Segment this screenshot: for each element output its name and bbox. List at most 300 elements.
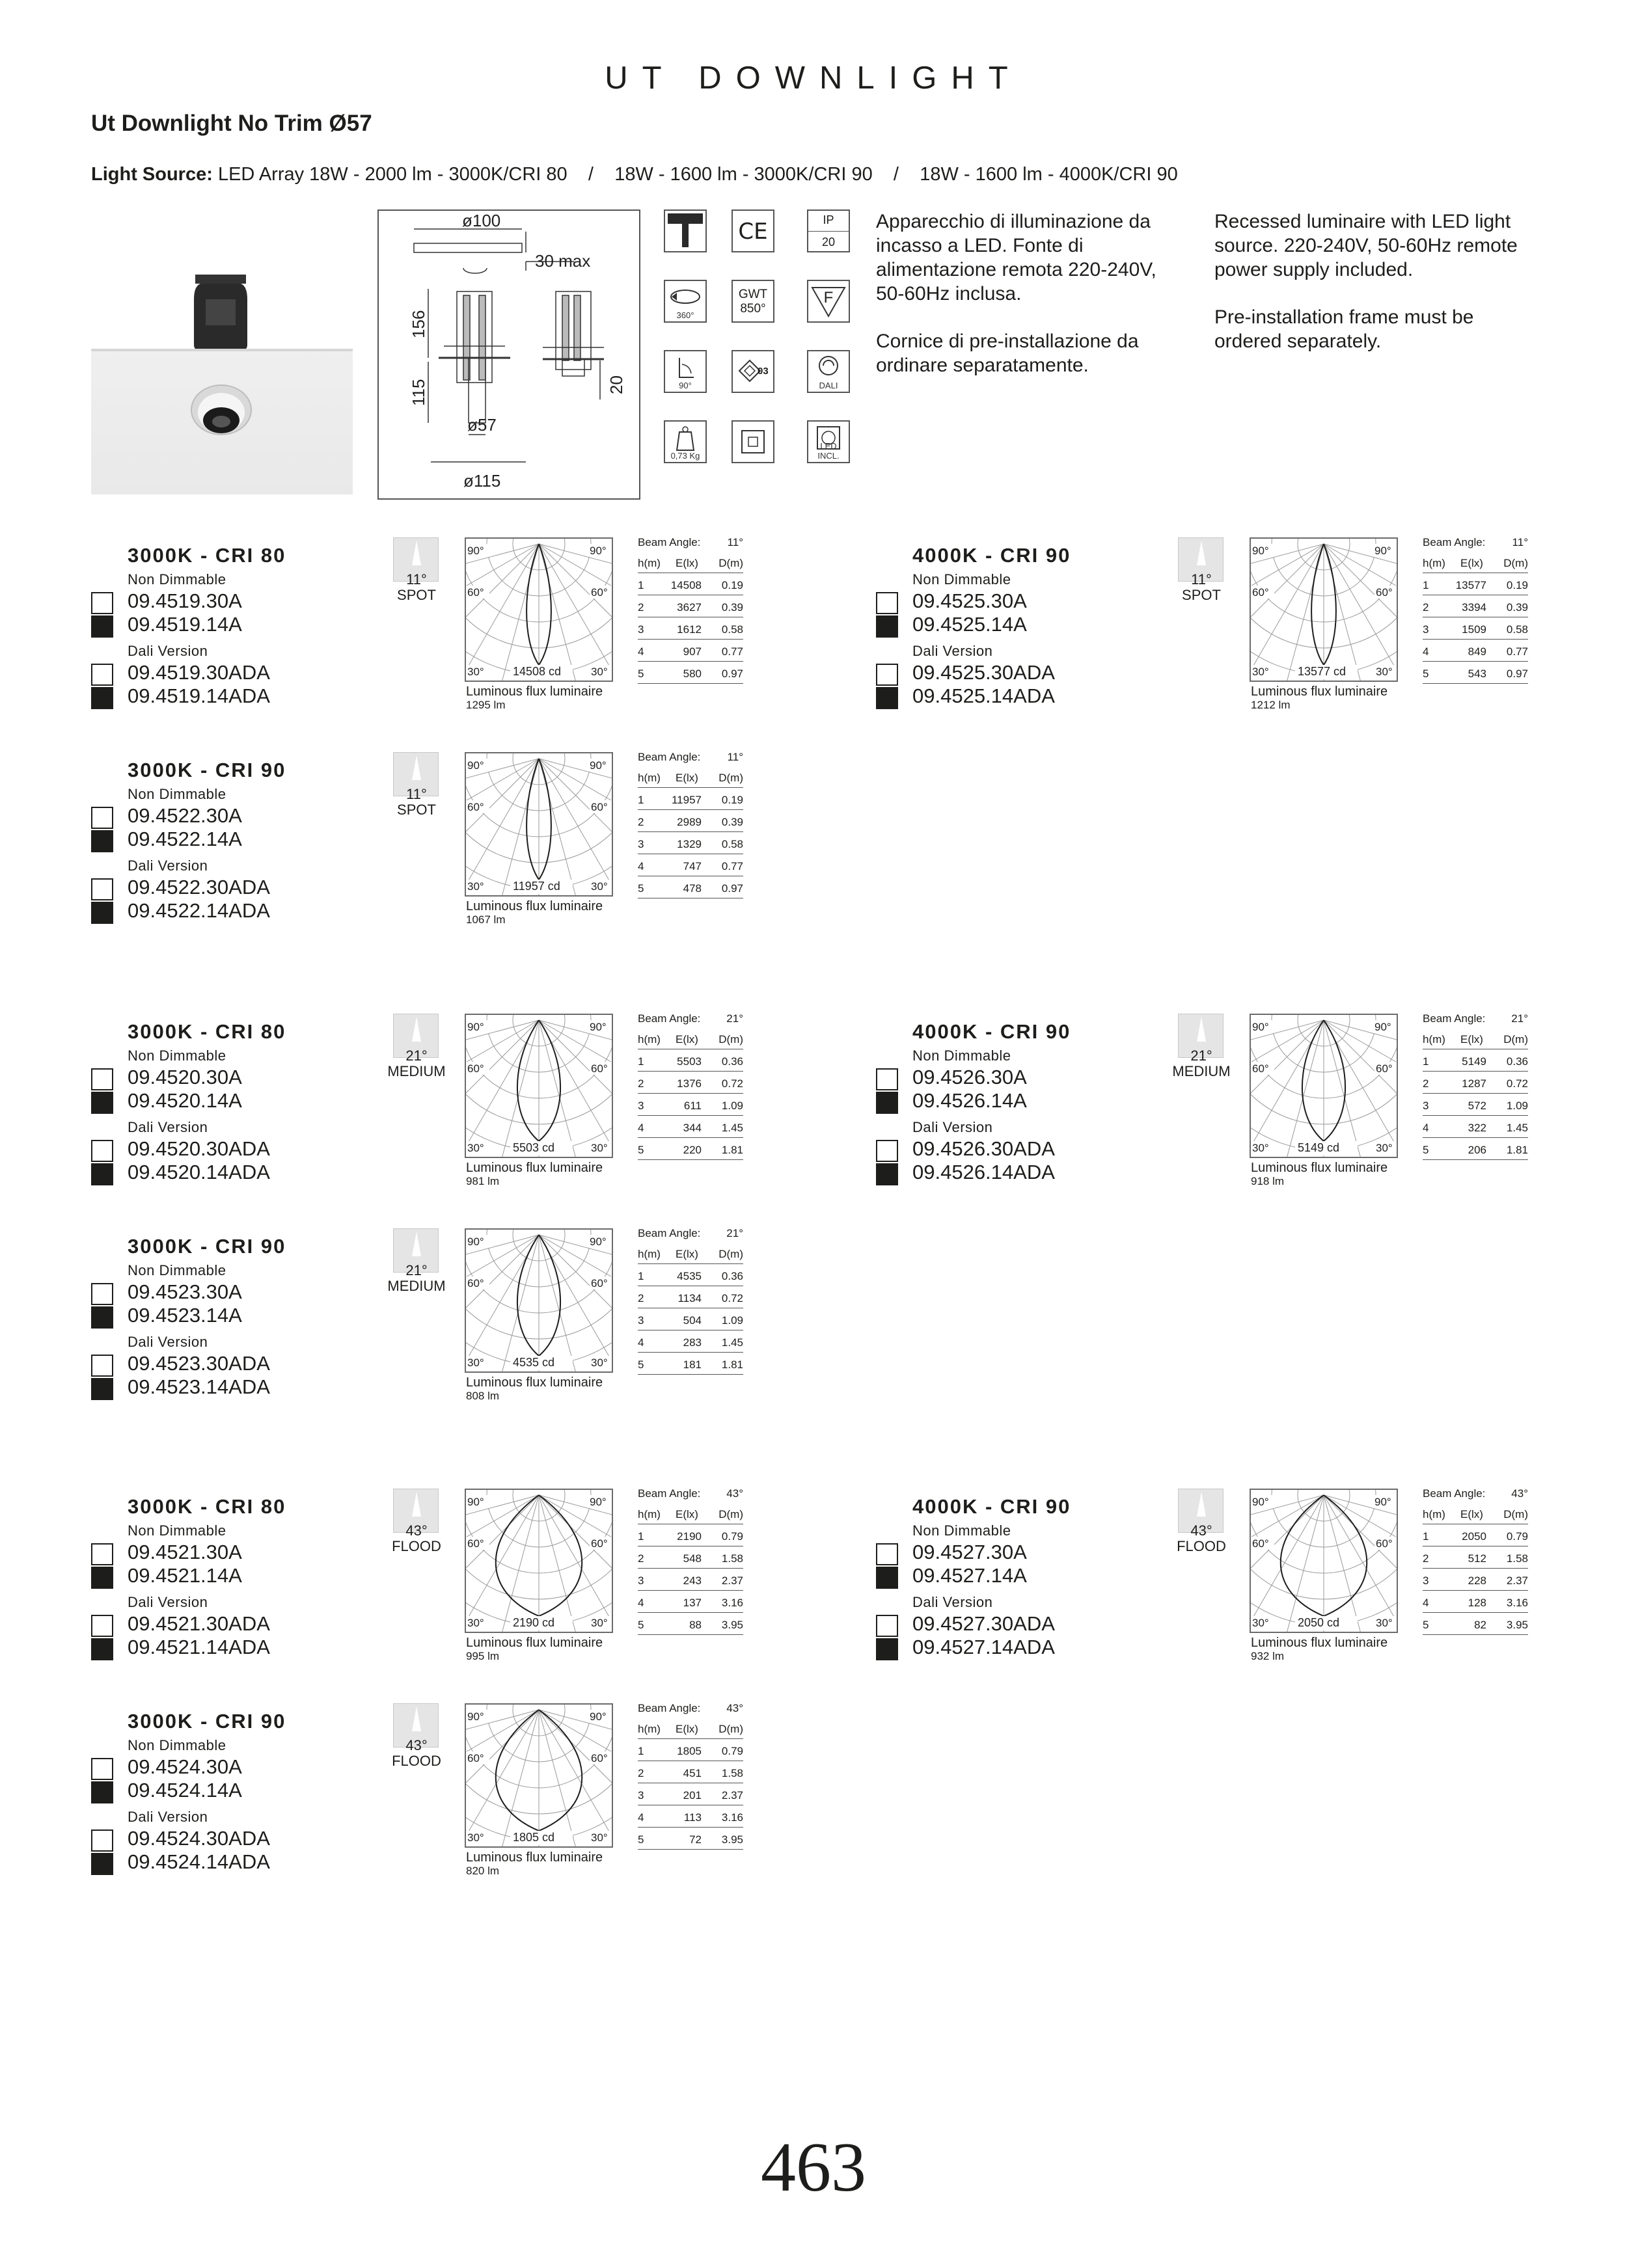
product-code: 09.4519.14ADA xyxy=(128,684,270,707)
table-row xyxy=(638,578,743,595)
light-source-label: Light Source: xyxy=(91,164,213,185)
beam-angle-table-value: 21° xyxy=(726,1012,743,1025)
swatch-white xyxy=(91,1758,113,1780)
deg-90-right: 90° xyxy=(1374,1021,1391,1033)
beam-angle-label: Beam Angle: xyxy=(1423,1012,1486,1025)
product-code: 09.4526.14ADA xyxy=(912,1161,1055,1183)
cell-e: 1509 xyxy=(1462,623,1486,636)
dali-version-label: Dali Version xyxy=(128,857,208,874)
col-h: h(m) xyxy=(638,1723,661,1735)
cell-e: 1612 xyxy=(677,623,702,636)
cell-d: 0.39 xyxy=(721,601,743,614)
cell-h: 4 xyxy=(638,1336,644,1349)
dali-version-label: Dali Version xyxy=(128,1334,208,1350)
cell-h: 3 xyxy=(1423,1100,1429,1112)
cell-h: 4 xyxy=(1423,1597,1429,1609)
swatch-black xyxy=(876,1092,898,1114)
cell-d: 3.16 xyxy=(721,1811,743,1824)
gwt-icon xyxy=(731,280,774,323)
dim-30max: 30 max xyxy=(535,251,591,271)
table-row xyxy=(1423,600,1528,617)
polar-diagram xyxy=(1250,537,1398,682)
swatch-black xyxy=(876,1567,898,1589)
deg-60-left: 60° xyxy=(467,1277,484,1289)
cell-h: 5 xyxy=(638,1144,644,1156)
cell-e: 322 xyxy=(1468,1122,1486,1134)
product-code: 09.4524.30A xyxy=(128,1755,242,1778)
deg-90-left: 90° xyxy=(467,1235,484,1248)
table-row xyxy=(1423,1551,1528,1569)
deg-90-left: 90° xyxy=(1252,1021,1269,1033)
deg-60-left: 60° xyxy=(467,801,484,813)
cell-d: 2.37 xyxy=(1506,1574,1528,1587)
cell-h: 2 xyxy=(1423,1552,1429,1565)
block-heading: 3000K - CRI 80 xyxy=(128,1495,286,1518)
cell-d: 0.39 xyxy=(1506,601,1528,614)
deg-30-left: 30° xyxy=(1252,1142,1269,1154)
swatch-black xyxy=(876,687,898,709)
cell-e: 220 xyxy=(683,1144,702,1156)
table-row xyxy=(638,1120,743,1138)
non-dimmable-label: Non Dimmable xyxy=(128,1047,226,1064)
deg-30-left: 30° xyxy=(467,1617,484,1629)
beam-angle-label: Beam Angle: xyxy=(638,1487,701,1500)
swatch-black xyxy=(91,687,113,709)
cell-e: 572 xyxy=(1468,1100,1486,1112)
swatch-black xyxy=(91,830,113,852)
cell-h: 1 xyxy=(1423,1530,1429,1543)
dali-version-label: Dali Version xyxy=(128,643,208,659)
table-header xyxy=(638,1247,743,1264)
deg-60-left: 60° xyxy=(467,1062,484,1075)
table-row xyxy=(638,792,743,810)
cell-e: 137 xyxy=(683,1597,702,1609)
table-row xyxy=(638,1076,743,1094)
cell-e: 88 xyxy=(689,1619,702,1631)
table-row xyxy=(638,1142,743,1160)
luminous-flux-label: Luminous flux luminaire xyxy=(1251,1636,1388,1650)
cell-h: 1 xyxy=(1423,1055,1429,1068)
luminous-flux-value: 808 lm xyxy=(466,1390,500,1402)
illuminance-table xyxy=(638,1227,743,1383)
cell-e: 2190 xyxy=(677,1530,702,1543)
light-source xyxy=(91,164,1178,185)
deg-90-right: 90° xyxy=(1374,545,1391,557)
illuminance-table xyxy=(1423,1487,1528,1643)
dali-version-label: Dali Version xyxy=(912,1594,993,1610)
dali-version-label: Dali Version xyxy=(128,1119,208,1135)
cell-h: 5 xyxy=(1423,668,1429,680)
rotation-icon xyxy=(664,280,707,323)
dali-caption: DALI xyxy=(819,381,838,390)
candela-value: 13577 cd xyxy=(1298,665,1347,678)
cell-d: 0.97 xyxy=(1506,668,1528,680)
beam-angle-value: 21° xyxy=(405,1262,428,1278)
product-code: 09.4523.30A xyxy=(128,1280,242,1303)
cell-e: 344 xyxy=(683,1122,702,1134)
cell-e: 228 xyxy=(1468,1574,1486,1587)
table-header xyxy=(638,1032,743,1049)
page-number: 463 xyxy=(761,2129,866,2206)
description-it-2: Cornice di pre-installazione da ordinare separatamente. xyxy=(876,331,1139,376)
table-row xyxy=(1423,578,1528,595)
polar-diagram xyxy=(465,1228,613,1373)
table-row xyxy=(638,1054,743,1072)
beam-type-label: FLOOD xyxy=(392,1538,441,1554)
table-row xyxy=(1423,1076,1528,1094)
product-code: 09.4522.30A xyxy=(128,804,242,827)
deg-30-left: 30° xyxy=(467,1142,484,1154)
cell-h: 2 xyxy=(638,1552,644,1565)
deg-60-right: 60° xyxy=(591,1752,608,1764)
beam-angle-value: 11° xyxy=(1191,571,1212,587)
cell-e: 11957 xyxy=(671,794,702,806)
weight-icon xyxy=(664,420,707,463)
table-header xyxy=(1423,1032,1528,1049)
f-mark-icon xyxy=(807,280,850,323)
table-row xyxy=(638,1744,743,1761)
cell-h: 2 xyxy=(638,1077,644,1090)
cell-h: 5 xyxy=(638,1358,644,1371)
cell-d: 1.81 xyxy=(721,1358,743,1371)
candela-value: 2190 cd xyxy=(513,1616,555,1629)
table-header xyxy=(638,556,743,573)
deg-90-right: 90° xyxy=(590,1496,607,1508)
cell-d: 1.09 xyxy=(721,1314,743,1327)
cell-e: 504 xyxy=(683,1314,702,1327)
cell-h: 5 xyxy=(638,1833,644,1846)
cell-h: 2 xyxy=(1423,1077,1429,1090)
swatch-white xyxy=(91,1615,113,1637)
cell-e: 201 xyxy=(683,1789,702,1802)
deg-60-left: 60° xyxy=(467,1537,484,1550)
cell-d: 1.45 xyxy=(721,1122,743,1134)
cell-h: 4 xyxy=(638,860,644,872)
light-source-text: LED Array 18W - 2000 lm - 3000K/CRI 80 / 18W - 1600 lm - 3000K/CRI 90 / 18W - 1600 lm - 4000K/CRI 90 xyxy=(217,164,1178,185)
cell-d: 0.58 xyxy=(1506,623,1528,636)
candela-value: 11957 cd xyxy=(513,880,560,893)
deg-60-left: 60° xyxy=(1252,586,1269,599)
col-d: D(m) xyxy=(1503,1508,1528,1520)
candela-value: 1805 cd xyxy=(513,1831,555,1844)
deg-30-right: 30° xyxy=(1376,1142,1393,1154)
tilt-icon xyxy=(664,350,707,393)
technical-drawing xyxy=(377,209,640,500)
description-en xyxy=(1214,209,1540,353)
cell-e: 82 xyxy=(1474,1619,1486,1631)
col-d: D(m) xyxy=(1503,1033,1528,1046)
cell-h: 1 xyxy=(638,1530,644,1543)
beam-angle-table-value: 43° xyxy=(726,1487,743,1500)
beam-angle-table-value: 21° xyxy=(726,1227,743,1239)
luminous-flux-label: Luminous flux luminaire xyxy=(466,684,603,699)
polar-diagram xyxy=(1250,1489,1398,1633)
cell-e: 5149 xyxy=(1462,1055,1486,1068)
cell-d: 0.79 xyxy=(1506,1530,1528,1543)
product-code: 09.4522.14A xyxy=(128,828,242,850)
illuminance-table xyxy=(638,1702,743,1858)
product-code: 09.4525.14A xyxy=(912,613,1027,636)
table-row xyxy=(1423,666,1528,684)
col-h: h(m) xyxy=(638,1248,661,1260)
cell-e: 512 xyxy=(1468,1552,1486,1565)
table-row xyxy=(638,881,743,898)
table-row xyxy=(1423,622,1528,640)
product-code: 09.4525.14ADA xyxy=(912,684,1055,707)
deg-60-right: 60° xyxy=(1376,1062,1393,1075)
swatch-white xyxy=(91,1543,113,1565)
cell-e: 548 xyxy=(683,1552,702,1565)
luminous-flux-label: Luminous flux luminaire xyxy=(1251,684,1388,699)
product-code: 09.4521.14ADA xyxy=(128,1636,270,1658)
swatch-black xyxy=(91,1378,113,1400)
cell-h: 3 xyxy=(638,623,644,636)
description-en-2: Pre-installation frame must be ordered separately. xyxy=(1214,306,1474,352)
cell-e: 451 xyxy=(683,1767,702,1779)
product-code: 09.4524.14A xyxy=(128,1779,242,1802)
swatch-black xyxy=(876,1638,898,1660)
product-block xyxy=(91,1227,807,1443)
table-row xyxy=(638,1269,743,1286)
table-header xyxy=(638,770,743,788)
table-row xyxy=(1423,1573,1528,1591)
cell-h: 1 xyxy=(638,579,644,591)
beam-angle-table-value: 11° xyxy=(1512,536,1528,548)
product-photo xyxy=(91,273,353,494)
table-row xyxy=(638,837,743,854)
cell-d: 2.37 xyxy=(721,1789,743,1802)
product-title: Ut Downlight No Trim Ø57 xyxy=(91,111,372,136)
dali-version-label: Dali Version xyxy=(912,643,993,659)
f-mark-text: F xyxy=(823,289,834,306)
cell-h: 3 xyxy=(638,1789,644,1802)
deg-90-right: 90° xyxy=(590,1235,607,1248)
polar-diagram xyxy=(465,1489,613,1633)
table-row xyxy=(638,1617,743,1635)
cell-d: 1.81 xyxy=(721,1144,743,1156)
cell-h: 1 xyxy=(1423,579,1429,591)
polar-diagram xyxy=(465,1014,613,1158)
table-header xyxy=(1423,1507,1528,1524)
product-code: 09.4524.14ADA xyxy=(128,1850,270,1873)
page-title: UT DOWNLIGHT xyxy=(605,61,1022,96)
block-heading: 3000K - CRI 90 xyxy=(128,1710,286,1733)
ce-icon xyxy=(731,209,774,252)
cell-d: 0.58 xyxy=(721,623,743,636)
swatch-black xyxy=(91,615,113,638)
swatch-black xyxy=(876,615,898,638)
ce-mark: CE xyxy=(738,219,768,245)
cell-h: 2 xyxy=(638,601,644,614)
table-row xyxy=(638,622,743,640)
cell-e: 1376 xyxy=(677,1077,702,1090)
col-h: h(m) xyxy=(638,772,661,784)
led-included-icon xyxy=(807,420,850,463)
deg-90-left: 90° xyxy=(467,545,484,557)
swatch-black xyxy=(91,1567,113,1589)
cell-h: 2 xyxy=(638,1767,644,1779)
table-row xyxy=(1423,644,1528,662)
block-heading: 3000K - CRI 90 xyxy=(128,1235,286,1258)
beam-angle-label: Beam Angle: xyxy=(638,1702,701,1714)
cell-d: 0.97 xyxy=(721,668,743,680)
col-d: D(m) xyxy=(718,557,743,569)
cell-h: 4 xyxy=(638,1597,644,1609)
beam-type-label: FLOOD xyxy=(1177,1538,1226,1554)
cell-h: 4 xyxy=(638,645,644,658)
deg-30-right: 30° xyxy=(1376,1617,1393,1629)
cell-d: 0.58 xyxy=(721,838,743,850)
cell-d: 0.77 xyxy=(721,645,743,658)
deg-30-right: 30° xyxy=(591,1617,608,1629)
swatch-black xyxy=(91,1306,113,1329)
dim-d57: ø57 xyxy=(467,415,497,435)
swatch-white xyxy=(91,1068,113,1090)
cell-d: 1.58 xyxy=(1506,1552,1528,1565)
table-row xyxy=(1423,1529,1528,1546)
beam-angle-label: Beam Angle: xyxy=(1423,1487,1486,1500)
swatch-black xyxy=(91,1781,113,1803)
beam-angle-value: 43° xyxy=(1190,1522,1212,1539)
cell-d: 1.09 xyxy=(1506,1100,1528,1112)
cell-e: 2050 xyxy=(1462,1530,1486,1543)
swatch-white xyxy=(91,878,113,900)
candela-value: 14508 cd xyxy=(513,665,562,678)
cell-d: 0.77 xyxy=(1506,645,1528,658)
luminous-flux-label: Luminous flux luminaire xyxy=(466,1636,603,1650)
deg-60-left: 60° xyxy=(1252,1537,1269,1550)
swatch-white xyxy=(876,1543,898,1565)
cell-d: 0.19 xyxy=(721,579,743,591)
block-heading: 3000K - CRI 90 xyxy=(128,759,286,781)
product-code: 09.4520.30A xyxy=(128,1066,242,1088)
candela-value: 5149 cd xyxy=(1298,1141,1340,1154)
product-code: 09.4527.14ADA xyxy=(912,1636,1055,1658)
table-row xyxy=(638,1595,743,1613)
cell-d: 0.36 xyxy=(721,1055,743,1068)
cell-d: 0.72 xyxy=(721,1077,743,1090)
deg-90-left: 90° xyxy=(467,1021,484,1033)
deg-30-left: 30° xyxy=(1252,1617,1269,1629)
beam-type-label: MEDIUM xyxy=(387,1063,446,1079)
col-h: h(m) xyxy=(1423,1033,1445,1046)
ip-icon xyxy=(807,209,850,252)
class-text: 03 xyxy=(758,366,769,377)
beam-angle-label: Beam Angle: xyxy=(1423,536,1486,548)
product-block xyxy=(91,536,807,752)
deg-60-left: 60° xyxy=(467,1752,484,1764)
col-e: E(lx) xyxy=(676,557,698,569)
deg-30-right: 30° xyxy=(591,1142,608,1154)
cell-e: 181 xyxy=(683,1358,702,1371)
col-e: E(lx) xyxy=(676,1248,698,1260)
cell-h: 5 xyxy=(638,1619,644,1631)
cell-h: 2 xyxy=(1423,601,1429,614)
cell-h: 3 xyxy=(638,1314,644,1327)
cell-d: 0.79 xyxy=(721,1530,743,1543)
table-row xyxy=(638,1573,743,1591)
description-it xyxy=(876,209,1175,377)
product-code: 09.4526.30ADA xyxy=(912,1137,1055,1160)
table-row xyxy=(638,815,743,832)
col-e: E(lx) xyxy=(676,1033,698,1046)
beam-type-label: SPOT xyxy=(397,802,436,818)
product-code: 09.4520.30ADA xyxy=(128,1137,270,1160)
cell-e: 1134 xyxy=(677,1292,702,1304)
cell-d: 0.72 xyxy=(1506,1077,1528,1090)
col-h: h(m) xyxy=(638,557,661,569)
cell-d: 1.58 xyxy=(721,1552,743,1565)
deg-30-right: 30° xyxy=(1376,666,1393,678)
col-d: D(m) xyxy=(718,1508,743,1520)
col-e: E(lx) xyxy=(1460,1033,1483,1046)
luminous-flux-value: 1212 lm xyxy=(1251,699,1291,711)
product-code: 09.4520.14ADA xyxy=(128,1161,270,1183)
deg-90-right: 90° xyxy=(590,1710,607,1723)
cell-d: 3.95 xyxy=(721,1619,743,1631)
col-e: E(lx) xyxy=(676,1723,698,1735)
cell-e: 543 xyxy=(1468,668,1486,680)
deg-90-left: 90° xyxy=(467,1496,484,1508)
product-code: 09.4525.30A xyxy=(912,589,1027,612)
col-e: E(lx) xyxy=(676,1508,698,1520)
dali-version-label: Dali Version xyxy=(128,1594,208,1610)
luminous-flux-label: Luminous flux luminaire xyxy=(466,1850,603,1865)
swatch-black xyxy=(91,902,113,924)
non-dimmable-label: Non Dimmable xyxy=(128,571,226,587)
led-included-caption: LED INCL. xyxy=(817,441,840,461)
deg-90-right: 90° xyxy=(590,545,607,557)
cell-d: 0.77 xyxy=(721,860,743,872)
swatch-black xyxy=(91,1638,113,1660)
cell-e: 478 xyxy=(683,882,702,895)
table-row xyxy=(638,859,743,876)
table-row xyxy=(638,1335,743,1353)
cell-d: 0.72 xyxy=(721,1292,743,1304)
cell-e: 611 xyxy=(683,1100,702,1112)
deg-60-right: 60° xyxy=(591,1537,608,1550)
deg-60-right: 60° xyxy=(591,801,608,813)
deg-30-left: 30° xyxy=(467,666,484,678)
deg-30-right: 30° xyxy=(591,666,608,678)
beam-angle-label: Beam Angle: xyxy=(638,1012,701,1025)
deg-60-right: 60° xyxy=(591,586,608,599)
deg-90-left: 90° xyxy=(1252,545,1269,557)
deg-60-right: 60° xyxy=(591,1062,608,1075)
dali-icon xyxy=(807,350,850,393)
cell-e: 243 xyxy=(683,1574,702,1587)
cell-d: 1.58 xyxy=(721,1767,743,1779)
dim-d100: ø100 xyxy=(462,211,501,230)
cell-d: 0.79 xyxy=(721,1745,743,1757)
product-code: 09.4522.14ADA xyxy=(128,899,270,922)
col-h: h(m) xyxy=(638,1033,661,1046)
table-row xyxy=(1423,1142,1528,1160)
beam-angle-value: 43° xyxy=(405,1522,428,1539)
gwt-value: 850° xyxy=(740,302,766,316)
product-code: 09.4523.30ADA xyxy=(128,1352,270,1375)
block-heading: 4000K - CRI 90 xyxy=(912,1020,1071,1043)
cell-h: 3 xyxy=(1423,1574,1429,1587)
non-dimmable-label: Non Dimmable xyxy=(128,1262,226,1278)
cell-e: 128 xyxy=(1468,1597,1486,1609)
cell-d: 1.45 xyxy=(1506,1122,1528,1134)
product-block xyxy=(876,536,1592,752)
cell-e: 747 xyxy=(683,860,702,872)
cell-h: 3 xyxy=(638,838,644,850)
luminous-flux-label: Luminous flux luminaire xyxy=(466,1161,603,1175)
non-dimmable-label: Non Dimmable xyxy=(128,786,226,802)
